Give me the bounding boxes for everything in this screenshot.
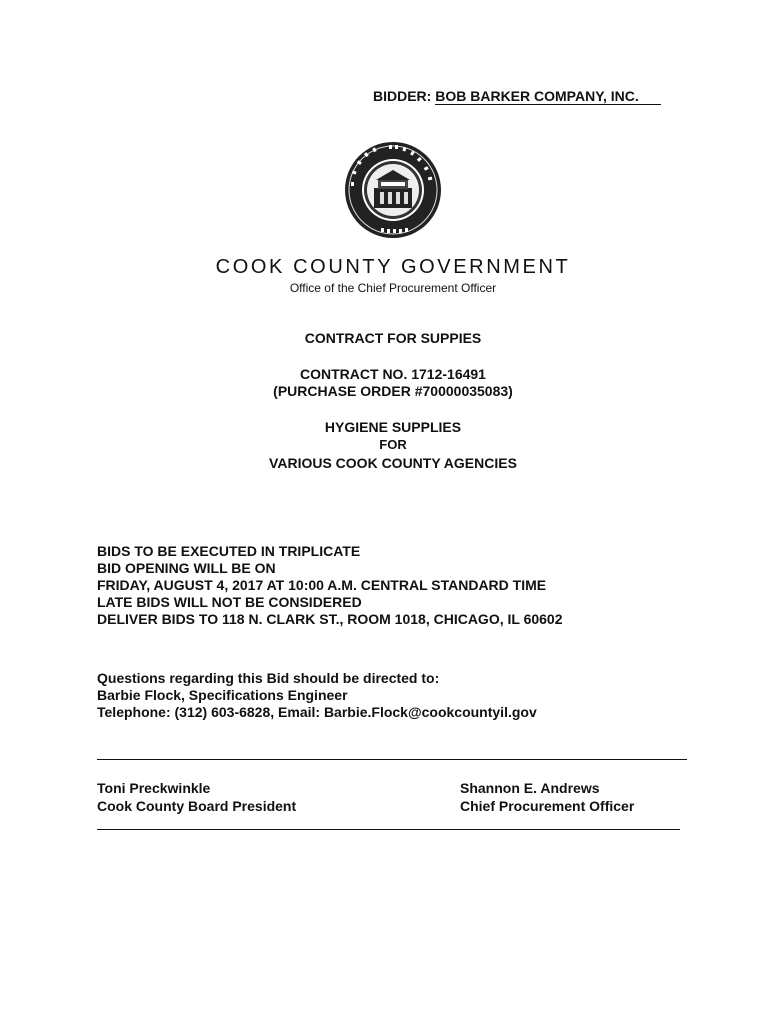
- instruction-line: LATE BIDS WILL NOT BE CONSIDERED: [97, 594, 362, 610]
- contract-type: CONTRACT FOR SUPPIES: [304, 330, 482, 346]
- contract-number: CONTRACT NO. 1712-16491: [300, 366, 486, 382]
- instruction-line: BID OPENING WILL BE ON: [97, 560, 276, 576]
- bid-instructions: [97, 543, 563, 628]
- instruction-line: FRIDAY, AUGUST 4, 2017 AT 10:00 A.M. CENTRAL STANDARD TIME: [97, 577, 547, 593]
- bottom-divider-line: [97, 829, 680, 830]
- contact-phone-email-line: Telephone: (312) 603-6828, Email: Barbie.Flock@cookcountyil.gov: [97, 704, 537, 720]
- bidder-name: BOB BARKER COMPANY, INC.: [435, 89, 661, 105]
- procurement-officer-title: Chief Procurement Officer: [460, 798, 635, 814]
- contract-subject-line-1: HYGIENE SUPPLIES: [324, 419, 462, 435]
- bidder-label: BIDDER:: [373, 88, 432, 104]
- contract-subject-line-3: VARIOUS COOK COUNTY AGENCIES: [269, 455, 517, 471]
- contract-subject-line-2: FOR: [379, 437, 407, 452]
- instruction-line: BIDS TO BE EXECUTED IN TRIPLICATE: [97, 543, 361, 559]
- signature-left: [97, 779, 296, 815]
- cook-county-seal: [343, 140, 443, 240]
- signature-right: [460, 779, 634, 815]
- top-divider-line: [97, 759, 687, 760]
- purchase-order-number: (PURCHASE ORDER #70000035083): [273, 383, 513, 399]
- board-president-name: Toni Preckwinkle: [97, 780, 211, 796]
- instruction-line: DELIVER BIDS TO 118 N. CLARK ST., ROOM 1018, CHICAGO, IL 60602: [97, 611, 563, 627]
- procurement-officer-name: Shannon E. Andrews: [460, 780, 600, 796]
- board-president-title: Cook County Board President: [97, 798, 297, 814]
- questions-line: Questions regarding this Bid should be directed to:: [97, 670, 440, 686]
- contact-name-line: Barbie Flock, Specifications Engineer: [97, 687, 348, 703]
- questions-contact: [97, 670, 537, 721]
- office-subtitle: Office of the Chief Procurement Officer: [289, 281, 497, 295]
- bidder-line: [373, 88, 661, 105]
- government-title: COOK COUNTY GOVERNMENT: [215, 256, 571, 278]
